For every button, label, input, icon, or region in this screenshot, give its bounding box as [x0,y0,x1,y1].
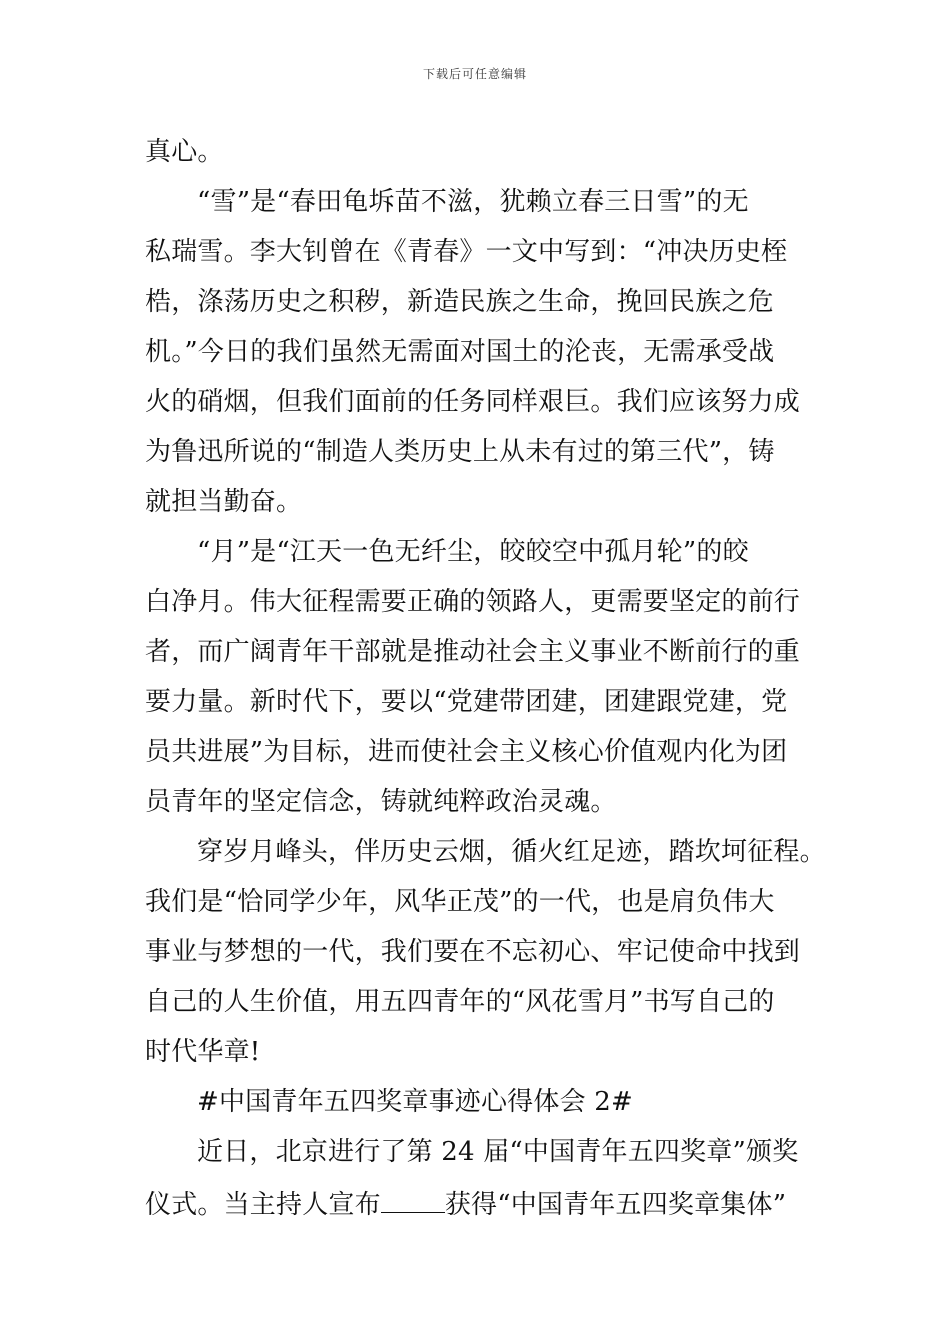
paragraph-start-line: “月”是“江天一色无纤尘，皎皎空中孤月轮”的皎 [197,537,749,567]
text-line-with-blank [145,1184,786,1234]
text-segment: 仪式。当主持人宣布 [145,1190,381,1220]
paragraph-start-line: 穿岁月峰头，伴历史云烟，循火红足迹，踏坎坷征程。 [197,837,826,867]
page-header: 下载后可任意编辑 [422,67,527,81]
text-line: 真心。 [145,137,224,167]
text-line: 私瑞雪。李大钊曾在《青春》一文中写到：“冲决历史桎 [145,237,788,267]
paragraph-start-line: 近日，北京进行了第 24 届“中国青年五四奖章”颁奖 [197,1137,799,1167]
fill-in-blank [381,1184,445,1213]
text-line: 为鲁迅所说的“制造人类历史上从未有过的第三代”，铸 [145,437,775,467]
text-line: 要力量。新时代下，要以“党建带团建，团建跟党建，党 [145,687,788,717]
text-line: 员共进展”为目标，进而使社会主义核心价值观内化为团 [145,737,788,767]
text-line: 者，而广阔青年干部就是推动社会主义事业不断前行的重 [145,637,801,667]
text-segment: 获得“中国青年五四奖章集体” [444,1190,787,1220]
text-line: 自己的人生价值，用五四青年的“风花雪月”书写自己的 [145,987,775,1017]
section-heading: #中国青年五四奖章事迹心得体会 2# [197,1087,633,1117]
text-line: 时代华章! [145,1037,261,1067]
text-line: 机。”今日的我们虽然无需面对国土的沦丧，无需承受战 [145,337,775,367]
text-line: 火的硝烟，但我们面前的任务同样艰巨。我们应该努力成 [145,387,801,417]
paragraph-start-line: “雪”是“春田龟坼苗不滋，犹赖立春三日雪”的无 [197,187,749,217]
text-line: 就担当勤奋。 [145,487,303,517]
text-line: 梏，涤荡历史之积秽，新造民族之生命，挽回民族之危 [145,287,774,317]
text-line: 白净月。伟大征程需要正确的领路人，更需要坚定的前行 [145,587,801,617]
text-line: 我们是“恰同学少年，风华正茂”的一代，也是肩负伟大 [145,887,775,917]
text-line: 事业与梦想的一代，我们要在不忘初心、牢记使命中找到 [145,937,801,967]
text-line: 员青年的坚定信念，铸就纯粹政治灵魂。 [145,787,617,817]
